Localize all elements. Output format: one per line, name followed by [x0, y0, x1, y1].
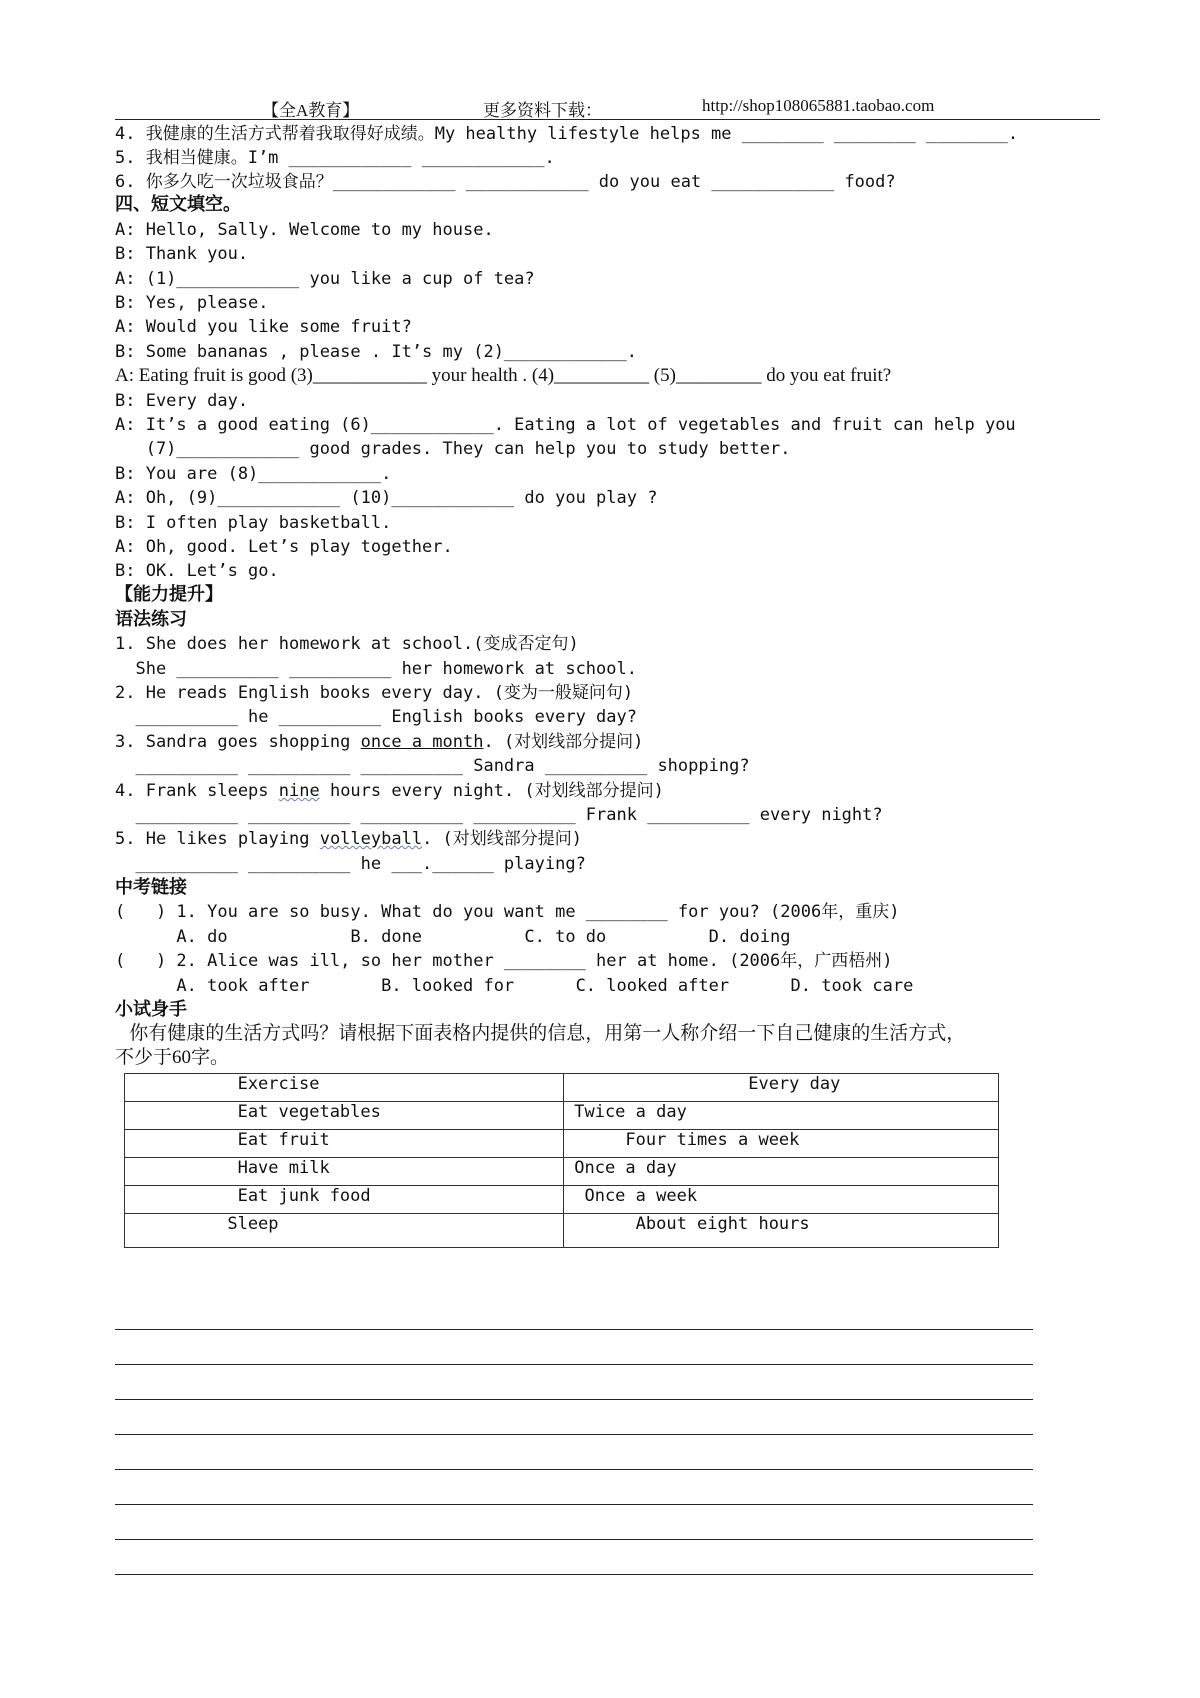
translation-item-5: 5. 我相当健康。I’m ____________ ____________.	[115, 148, 555, 168]
table-cell-frequency: Four times a week	[564, 1130, 999, 1158]
writing-prompt-cont: 不少于60字。	[115, 1047, 230, 1068]
table-row	[125, 1186, 999, 1214]
writing-line[interactable]	[115, 1504, 1033, 1505]
section-title-exam: 中考链接	[115, 877, 187, 898]
writing-line[interactable]	[115, 1364, 1033, 1365]
grammar-item-1: 1. She does her homework at school.(变成否定句)	[115, 634, 579, 654]
writing-line[interactable]	[115, 1469, 1033, 1470]
exam-question-1: ( ) 1. You are so busy. What do you want me ________ for you? (2006年，重庆)	[115, 902, 900, 922]
dialogue-line: B: You are (8)____________.	[115, 464, 392, 484]
table-row	[125, 1130, 999, 1158]
grammar-answer-4: __________ __________ __________ __________ Frank __________ every night?	[115, 805, 883, 825]
section-title-cloze: 四、短文填空。	[115, 194, 241, 215]
dialogue-line: B: Thank you.	[115, 244, 249, 264]
writing-line[interactable]	[115, 1539, 1033, 1540]
underlined-phrase: once a month	[360, 732, 484, 752]
table-row	[125, 1214, 999, 1248]
table-cell-activity: Sleep	[125, 1214, 564, 1248]
dialogue-line: B: OK. Let’s go.	[115, 561, 279, 581]
exam-options-2: A. took after B. looked for C. looked after D. took care	[115, 976, 914, 996]
dialogue-line: A: Eating fruit is good (3)____________ your health . (4)__________ (5)_________ do you eat fruit?	[115, 365, 892, 386]
writing-prompt: 你有健康的生活方式吗？请根据下面表格内提供的信息，用第一人称介绍一下自己健康的生活方式，	[115, 1023, 966, 1044]
grammar-item-3-instruction: . (对划线部分提问)	[483, 732, 644, 752]
writing-line[interactable]	[115, 1574, 1033, 1575]
table-cell-activity: Exercise	[125, 1074, 564, 1102]
translation-item-6: 6. 你多久吃一次垃圾食品？____________ ____________ do you eat ____________ food?	[115, 172, 896, 192]
grammar-item-5-text: 5. He likes playing	[115, 829, 320, 849]
writing-line[interactable]	[115, 1399, 1033, 1400]
dialogue-line: B: Every day.	[115, 391, 249, 411]
table-cell-frequency: Once a day	[564, 1158, 999, 1186]
table-cell-frequency: Every day	[564, 1074, 999, 1102]
table-cell-activity: Eat fruit	[125, 1130, 564, 1158]
dialogue-line: A: Would you like some fruit?	[115, 317, 412, 337]
grammar-item-3	[115, 731, 643, 753]
grammar-answer-5: __________ __________ he ___.______ playing?	[115, 854, 586, 874]
table-row	[125, 1158, 999, 1186]
table-cell-frequency: Twice a day	[564, 1102, 999, 1130]
exam-question-2: ( ) 2. Alice was ill, so her mother ________ her at home. (2006年，广西梧州)	[115, 951, 893, 971]
dialogue-line: A: Hello, Sally. Welcome to my house.	[115, 220, 494, 240]
header-download-label: 更多资料下载：	[483, 101, 602, 120]
table-cell-activity: Have milk	[125, 1158, 564, 1186]
grammar-answer-3: __________ __________ __________ Sandra __________ shopping?	[115, 756, 750, 776]
grammar-item-5-instruction: . (对划线部分提问)	[422, 829, 583, 849]
grammar-answer-2: __________ he __________ English books every day?	[115, 707, 637, 727]
section-title-ability: 【能力提升】	[115, 584, 223, 605]
dialogue-line: A: (1)____________ you like a cup of tea?	[115, 269, 535, 289]
underlined-phrase: volleyball	[319, 829, 423, 849]
grammar-item-4-text: 4. Frank sleeps	[115, 781, 279, 801]
underlined-phrase: nine	[278, 781, 320, 801]
table-cell-frequency: Once a week	[564, 1186, 999, 1214]
header-url[interactable]: http://shop108065881.taobao.com	[702, 96, 935, 115]
dialogue-line: A: It’s a good eating (6)____________. Eating a lot of vegetables and fruit can help you	[115, 415, 1016, 435]
table-cell-activity: Eat vegetables	[125, 1102, 564, 1130]
section-title-grammar: 语法练习	[115, 609, 187, 630]
grammar-item-4	[115, 780, 664, 802]
lifestyle-table	[124, 1073, 999, 1248]
dialogue-line: (7)____________ good grades. They can help you to study better.	[115, 439, 791, 459]
table-row	[125, 1102, 999, 1130]
grammar-item-5	[115, 828, 582, 850]
dialogue-line: A: Oh, good. Let’s play together.	[115, 537, 453, 557]
table-cell-activity: Eat junk food	[125, 1186, 564, 1214]
exam-options-1: A. do B. done C. to do D. doing	[115, 927, 791, 947]
writing-line[interactable]	[115, 1329, 1033, 1330]
header-divider	[115, 119, 1100, 120]
grammar-item-2: 2. He reads English books every day. (变为一般疑问句)	[115, 683, 634, 703]
section-title-writing: 小试身手	[115, 999, 187, 1020]
table-row	[125, 1074, 999, 1102]
dialogue-line: B: Some bananas , please . It’s my (2)____________.	[115, 342, 637, 362]
table-cell-frequency: About eight hours	[564, 1214, 999, 1248]
dialogue-line: B: I often play basketball.	[115, 513, 392, 533]
writing-line[interactable]	[115, 1434, 1033, 1435]
dialogue-line: B: Yes, please.	[115, 293, 269, 313]
translation-item-4: 4. 我健康的生活方式帮着我取得好成绩。My healthy lifestyle helps me ________ ________ ________.	[115, 124, 1019, 144]
grammar-item-4-instruction: hours every night. (对划线部分提问)	[319, 781, 664, 801]
dialogue-line: A: Oh, (9)____________ (10)____________ do you play ?	[115, 488, 658, 508]
header-brand: 【全A教育】	[262, 101, 360, 120]
grammar-answer-1: She __________ __________ her homework at school.	[115, 659, 637, 679]
grammar-item-3-text: 3. Sandra goes shopping	[115, 732, 361, 752]
